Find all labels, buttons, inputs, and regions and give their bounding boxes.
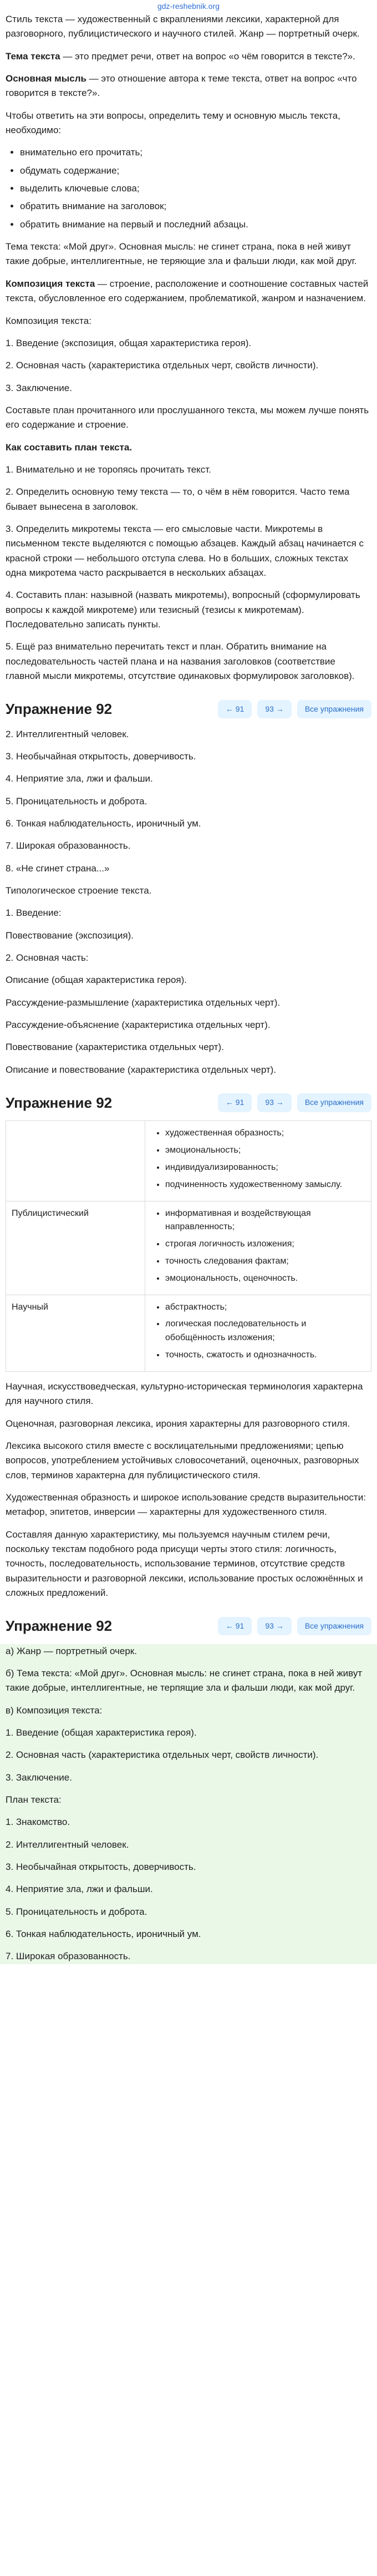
paragraph: 2. Основная часть (характеристика отдельных черт, свойств личности). (6, 1750, 319, 1761)
paragraph: Типологическое строение текста. (6, 885, 152, 896)
term-label: Основная мысль (6, 73, 86, 84)
exercise-title: Упражнение 92 (6, 1617, 113, 1635)
paragraph: 5. Проницательность и доброта. (6, 1906, 147, 1917)
list-item: • абстрактность; (165, 1301, 365, 1315)
list-item: • эмоциональность; (165, 1144, 365, 1158)
section-3 (0, 1380, 377, 1600)
paragraph: 1. Введение (экспозиция, общая характеристика героя). (6, 337, 252, 348)
exercise-nav (0, 691, 377, 727)
list-item: • выделить ключевые слова; (20, 181, 371, 196)
list-item: • логическая последовательность и обобщённость изложения; (165, 1317, 365, 1345)
paragraph: Описание и повествование (характеристика отдельных черт). (6, 1064, 277, 1075)
paragraph: 2. Основная часть (характеристика отдельных черт, свойств личности). (6, 360, 319, 371)
paragraph: Составьте план прочитанного или прослушанного текста, мы можем лучше понять его содержание и строение. (6, 404, 369, 430)
all-exercises-button[interactable]: Все упражнения (297, 700, 371, 719)
list-item: • подчиненность художественному замыслу. (165, 1178, 365, 1192)
table-row (6, 1121, 371, 1201)
paragraph: Рассуждение-объяснение (характеристика отдельных черт). (6, 1020, 271, 1031)
paragraph: Чтобы ответить на эти вопросы, определить тему и основную мысль текста, необходимо: (6, 110, 340, 136)
prev-exercise-button[interactable]: ← 91 (218, 1093, 252, 1112)
paragraph (6, 277, 371, 306)
paragraph: 3. Определить микротемы текста — его смысловые части. Микротемы в письменном тексте выделяются с помощью абзацев. Каждый абзац начинается с красной строки — небольшого отступа слева. Но в больших, сложных текстах одна микротема часто раскрывается в нескольких абзацах. (6, 523, 364, 578)
paragraph: 3. Заключение. (6, 1772, 72, 1783)
paragraph: а) Жанр — портретный очерк. (6, 1645, 137, 1656)
table-row (6, 1201, 371, 1295)
list-item: 8. «Не сгинет страна...» (6, 863, 110, 874)
table-cell-style (6, 1121, 145, 1201)
exercise-pager (218, 1617, 371, 1636)
paragraph: в) Композиция текста: (6, 1705, 103, 1716)
list-item: 6. Тонкая наблюдательность, ироничный ум. (6, 818, 201, 829)
list-item: • точность следования фактам; (165, 1255, 365, 1269)
paragraph: 2. Интеллигентный человек. (6, 1839, 129, 1850)
list-item: • внимательно его прочитать; (20, 145, 371, 160)
list-item: • эмоциональность, оценочность. (165, 1272, 365, 1286)
list-item: • индивидуализированность; (165, 1161, 365, 1175)
term-def: — строение, расположение и соотношение составных частей текста, обусловленное его содержанием, проблематикой, жанром и назначением. (6, 278, 369, 304)
term-label: Композиция текста (6, 278, 95, 289)
list-item: 4. Неприятие зла, лжи и фальши. (6, 773, 153, 784)
paragraph: б) Тема текста: «Мой друг». Основная мысль: не сгинет страна, пока в ней живут такие добрые, интеллигентные, не терпящие зла и фальши люди, как мой друг. (6, 1667, 363, 1693)
exercise-pager (218, 700, 371, 719)
list-item: • информативная и воздействующая направленность; (165, 1207, 365, 1235)
paragraph: 1. Знакомство. (6, 1817, 70, 1828)
next-exercise-button[interactable]: 93 → (257, 1617, 291, 1636)
paragraph: Лексика высокого стиля вместе с восклицательными предложениями; цепью вопросов, употреблением устойчивых словосочетаний, оценочных, разговорных слов, терминов характерна для публицистического стиля. (6, 1440, 359, 1480)
exercise-nav (0, 1085, 377, 1120)
paragraph: 7. Широкая образованность. (6, 1951, 131, 1962)
exercise-title: Упражнение 92 (6, 1094, 113, 1112)
paragraph: Оценочная, разговорная лексика, ирония характерны для разговорного стиля. (6, 1418, 350, 1429)
term-label: Тема текста (6, 50, 60, 62)
list-item: • художественная образность; (165, 1127, 365, 1140)
paragraph: Композиция текста: (6, 315, 91, 326)
exercise-pager (218, 1093, 371, 1112)
table-cell-features (145, 1295, 371, 1371)
exercise-title: Упражнение 92 (6, 701, 113, 718)
paragraph: Повествование (характеристика отдельных черт). (6, 1042, 224, 1053)
list-item: 5. Проницательность и доброта. (6, 795, 147, 807)
paragraph: 1. Введение (общая характеристика героя). (6, 1727, 197, 1738)
paragraph (6, 49, 371, 64)
term-def: — это предмет речи, ответ на вопрос «о чём говорится в тексте?». (60, 50, 355, 62)
list-item: 3. Необычайная открытость, доверчивость. (6, 751, 196, 762)
paragraph: Научная, искусствоведческая, культурно-историческая терминология характерна для научного стиля. (6, 1381, 363, 1407)
exercise-nav (0, 1608, 377, 1644)
list-item: • строгая логичность изложения; (165, 1238, 365, 1251)
steps-list (6, 145, 371, 232)
paragraph: Тема текста: «Мой друг». Основная мысль: не сгинет страна, пока в ней живут такие добрые, интеллигентные, не теряющие зла и фальши люди, как мой друг. (6, 241, 357, 267)
paragraph: 3. Заключение. (6, 382, 72, 393)
paragraph: Описание (общая характеристика героя). (6, 975, 187, 986)
section-4-answer (0, 1644, 377, 1964)
table-cell-style: Публицистический (6, 1201, 145, 1295)
next-exercise-button[interactable]: 93 → (257, 1093, 291, 1112)
paragraph: Рассуждение-размышление (характеристика отдельных черт). (6, 997, 281, 1008)
list-item: 7. Широкая образованность. (6, 840, 131, 851)
paragraph: 1. Введение: (6, 907, 62, 919)
paragraph: Стиль текста — художественный с вкраплениями лексики, характерной для разговорного, публицистического и научного стилей. Жанр — портретный очерк. (6, 14, 360, 39)
paragraph: Составляя данную характеристику, мы пользуемся научным стилем речи, поскольку текстам подобного рода присущи черты этого стиля: логичность, точность, последовательность, использование терминов, отсутствие средств выразительности и разговорной лексики, использование простых осложнённых и сложных предложений. (6, 1529, 363, 1598)
paragraph: Повествование (экспозиция). (6, 930, 134, 941)
paragraph: Художественная образность и широкое использование средств выразительности: метафор, эпитетов, инверсии — характерны для художественного стиля. (6, 1492, 366, 1518)
site-header[interactable] (0, 0, 377, 12)
paragraph: 2. Основная часть: (6, 952, 89, 964)
paragraph: 2. Определить основную тему текста — то, о чём в нём говорится. Часто тема бывает вынесена в заголовок. (6, 486, 350, 512)
list-item: • обдумать содержание; (20, 164, 371, 178)
section-2 (0, 727, 377, 1078)
list-item: 2. Интеллигентный человек. (6, 728, 129, 739)
table-cell-style: Научный (6, 1295, 145, 1371)
paragraph: 4. Составить план: назывной (назвать микротемы), вопросный (сформулировать вопросы к каждой микротеме) или тезисный (тезисы к микротемам). Последовательно записать пункты. (6, 590, 360, 630)
prev-exercise-button[interactable]: ← 91 (218, 1617, 252, 1636)
paragraph (6, 440, 371, 455)
table-cell-features (145, 1201, 371, 1295)
paragraph: 5. Ещё раз внимательно перечитать текст и план. Обратить внимание на последовательность частей плана и на названия заголовков (соответствие главной мысли микротемы, отсутствие одинаковых формулировок заголовков). (6, 641, 355, 682)
all-exercises-button[interactable]: Все упражнения (297, 1093, 371, 1112)
table-cell-features (145, 1121, 371, 1201)
paragraph: План текста: (6, 1794, 62, 1805)
paragraph (6, 72, 371, 101)
paragraph: 1. Внимательно и не торопясь прочитать текст. (6, 464, 211, 475)
heading: Как составить план текста. (6, 442, 133, 453)
list-item: • обратить внимание на первый и последний абзацы. (20, 217, 371, 232)
list-item: • точность, сжатость и однозначность. (165, 1348, 365, 1362)
all-exercises-button[interactable]: Все упражнения (297, 1617, 371, 1636)
table-row (6, 1295, 371, 1371)
section-1 (0, 12, 377, 683)
paragraph: 4. Неприятие зла, лжи и фальши. (6, 1884, 153, 1895)
styles-table (6, 1120, 371, 1371)
paragraph: 3. Необычайная открытость, доверчивость. (6, 1862, 196, 1873)
prev-exercise-button[interactable]: ← 91 (218, 700, 252, 719)
paragraph: 6. Тонкая наблюдательность, ироничный ум. (6, 1929, 201, 1940)
term-def: — это отношение автора к теме текста, ответ на вопрос «что говорится в тексте?». (6, 73, 357, 99)
site-link[interactable]: gdz-reshebnik.org (157, 2, 220, 11)
next-exercise-button[interactable]: 93 → (257, 700, 291, 719)
list-item: • обратить внимание на заголовок; (20, 199, 371, 214)
